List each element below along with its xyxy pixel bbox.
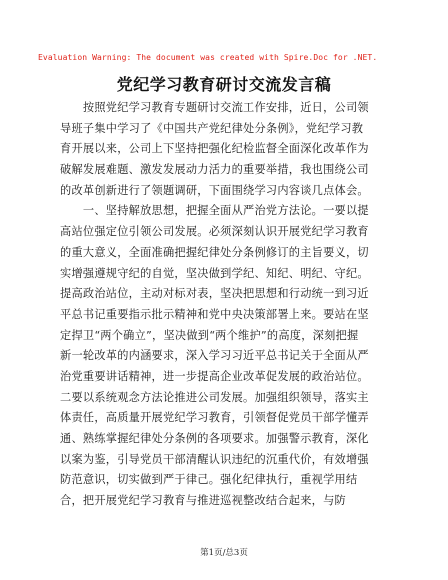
body-line: 提高政治站位，主动对标对表，坚决把思想和行动统一到习近	[60, 287, 369, 301]
body-line: 导班子集中学习了《中国共产党纪律处分条例》，党纪学习教	[60, 121, 364, 135]
body-line: 治党重要讲话精神，进一步提高企业改革促发展的政治站位。	[60, 369, 369, 383]
body-line: 定捍卫“两个确立”，坚决做到“两个维护”的高度，深刻把握	[60, 328, 359, 342]
body-line: 的重大意义，全面准确把握纪律处分条例修订的主旨要义，切	[60, 245, 369, 259]
body-line: 平总书记重要指示批示精神和党中央决策部署上来。要站在坚	[60, 307, 369, 321]
evaluation-warning: Evaluation Warning: The document was created with Spire.Doc for .NET.	[38, 53, 378, 62]
body-line: 按照党纪学习教育专题研讨交流工作安排，近日，公司领	[60, 101, 369, 114]
body-line: 二要以系统观念方法论推进公司发展。加强组织领导，落实主	[60, 390, 369, 404]
body-line: 高站位强定位引领公司发展。必须深刻认识开展党纪学习教育	[60, 225, 369, 239]
body-line: 体责任，高质量开展党纪学习教育，引领督促党员干部学懂弄	[60, 411, 369, 425]
body-line: 育开展以来，公司上下坚持把强化纪检监督全面深化改革作为	[60, 142, 369, 156]
body-line: 新一轮改革的内涵要求，深入学习习近平总书记关于全面从严	[60, 349, 369, 363]
body-line: 防范意识，切实做到严于律己。强化纪律执行，重视学用结	[60, 473, 358, 487]
body-line: 实增强遵规守纪的自觉，坚决做到学纪、知纪、明纪、守纪。	[60, 266, 369, 280]
document-title: 党纪学习教育研讨交流发言稿	[116, 75, 332, 94]
body-line: 的改革创新进行了领题调研，下面围绕学习内容谈几点体会。	[60, 183, 369, 197]
body-line: 通、熟练掌握纪律处分条例的各项要求。加强警示教育，深化	[60, 432, 369, 445]
body-line: 一、坚持解放思想，把握全面从严治党方法论。一要以提	[60, 204, 369, 218]
body-line: 破解发展难题、激发发展动力活力的重要举措，我也围绕公司	[60, 163, 369, 177]
body-line: 合，把开展党纪学习教育与推进巡视整改结合起来，与防	[60, 494, 346, 508]
body-line: 以案为鉴，引导党员干部清醒认识违纪的沉重代价，有效增强	[60, 452, 369, 466]
document-body	[60, 98, 393, 512]
page-number-footer: 第1页/总3页	[200, 548, 248, 558]
